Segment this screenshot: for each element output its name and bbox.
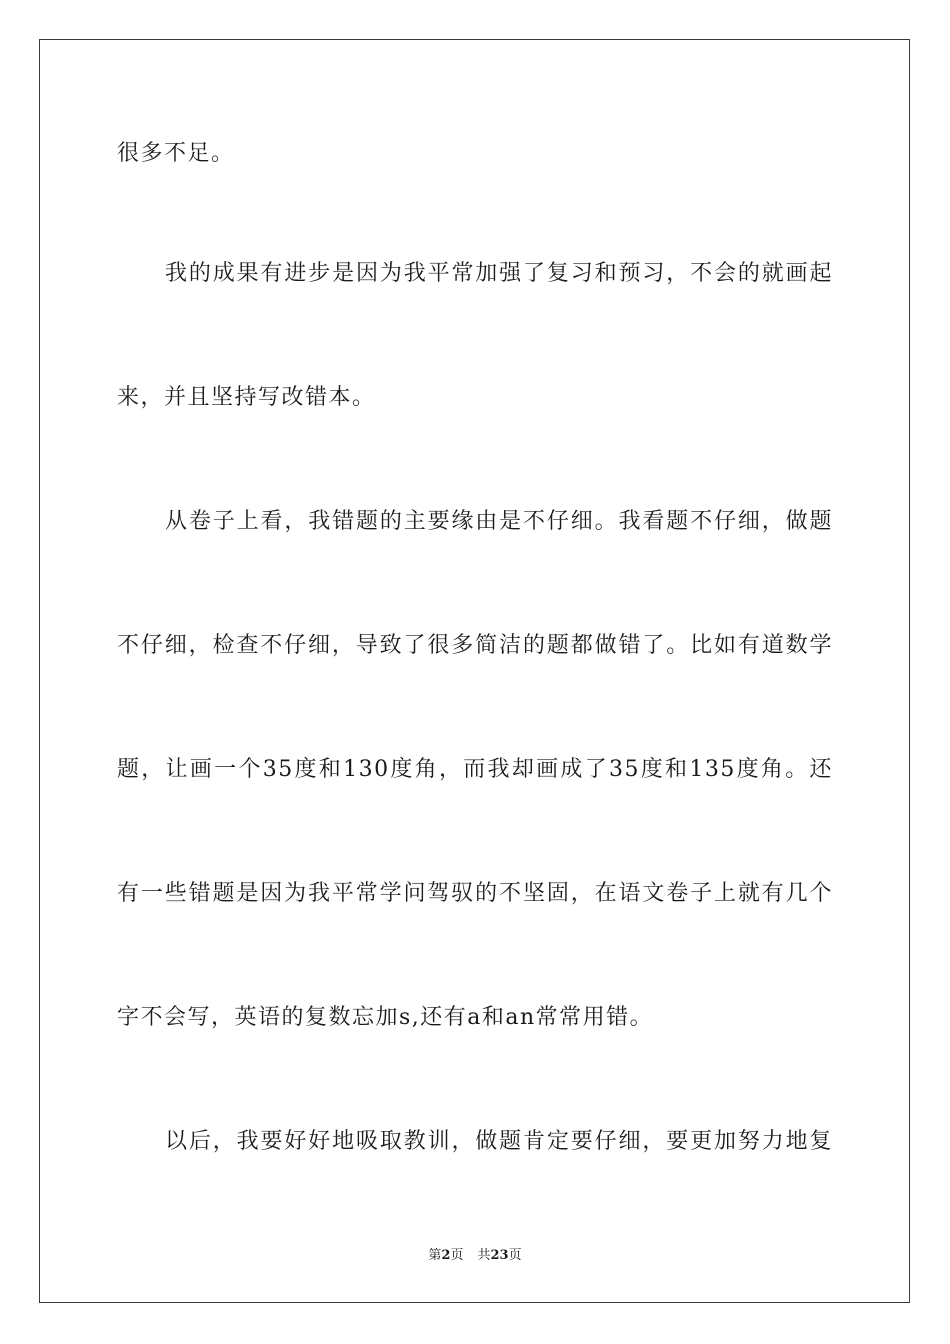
body-line-8: 字不会写，英语的复数忘加s,还有a和an常常用错。 [117, 1005, 654, 1030]
body-line-4: 从卷子上看，我错题的主要缘由是不仔细。我看题不仔细，做题 [165, 509, 833, 534]
body-line-6: 题，让画一个35度和130度角，而我却画成了35度和135度角。还 [117, 757, 833, 782]
page-total: 23 [490, 1248, 509, 1263]
page-border [39, 39, 910, 1303]
page-prefix: 第 [428, 1248, 442, 1263]
body-line-1: 很多不足。 [117, 141, 235, 166]
body-line-2: 我的成果有进步是因为我平常加强了复习和预习，不会的就画起 [165, 261, 833, 286]
body-line-9: 以后，我要好好地吸取教训，做题肯定要仔细，要更加努力地复 [165, 1129, 833, 1154]
body-line-3: 来，并且坚持写改错本。 [117, 385, 376, 410]
page-current: 2 [441, 1248, 451, 1263]
page-footer [0, 1247, 950, 1265]
body-line-5: 不仔细，检查不仔细，导致了很多简洁的题都做错了。比如有道数学 [117, 633, 833, 658]
page-suffix: 页 [450, 1248, 464, 1263]
body-line-7: 有一些错题是因为我平常学问驾驭的不坚固，在语文卷子上就有几个 [117, 881, 833, 906]
total-prefix: 共 [477, 1248, 491, 1263]
total-suffix: 页 [508, 1248, 522, 1263]
